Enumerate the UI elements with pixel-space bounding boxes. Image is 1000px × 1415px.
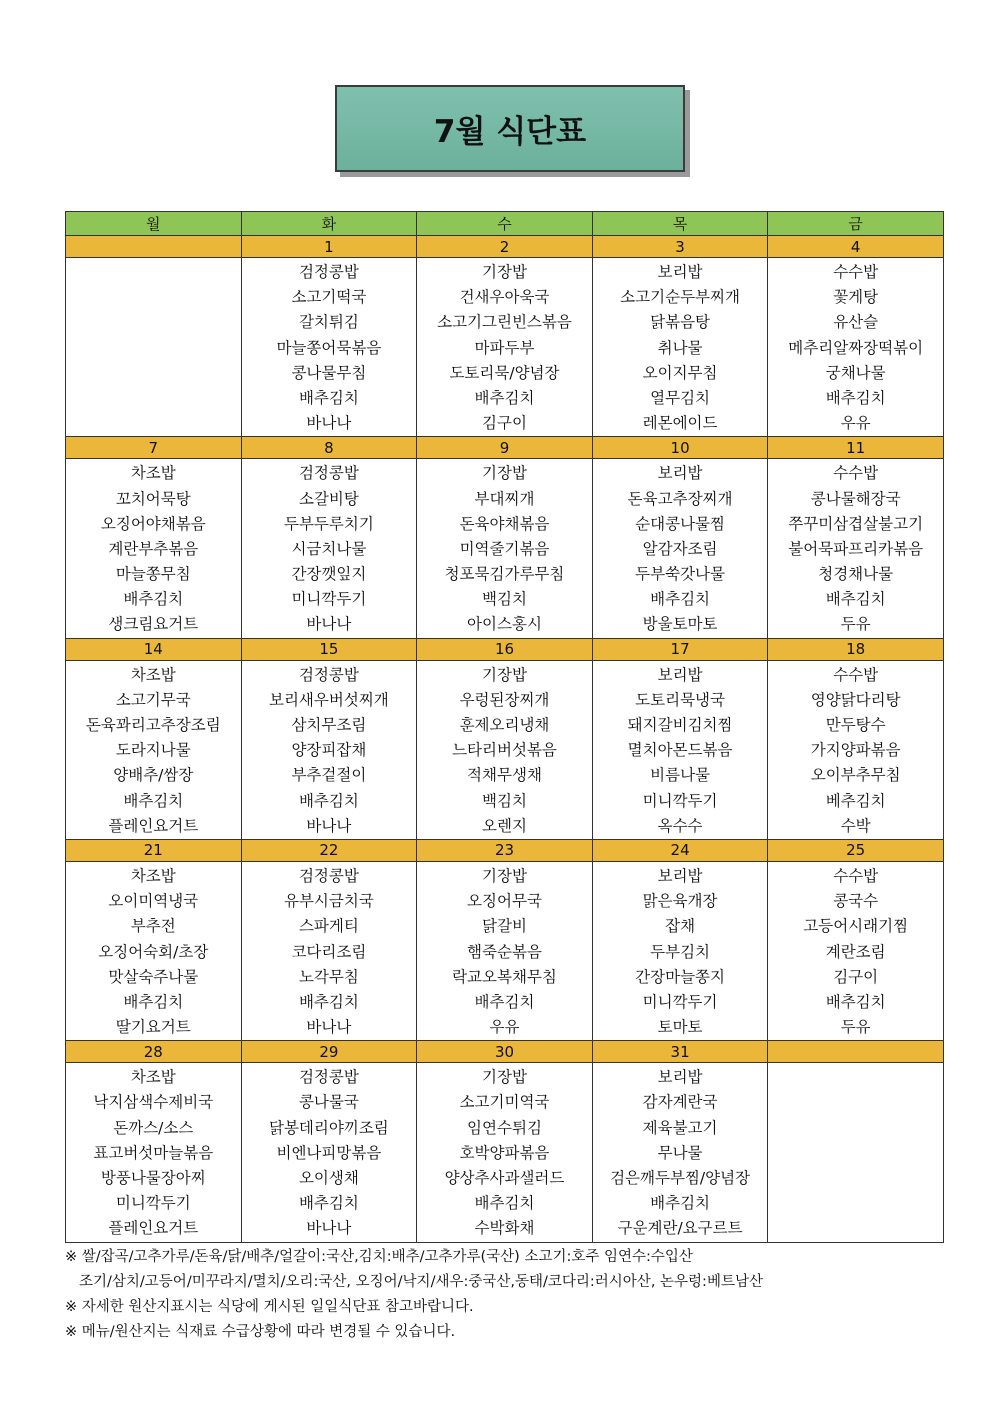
menu-item: 오이생채 (298, 1169, 359, 1187)
menu-item: 바나나 (306, 414, 352, 433)
menu-item: 도토리묵냉국 (635, 690, 725, 709)
date-cell (66, 236, 242, 258)
menu-item: 콩나물국 (298, 1093, 359, 1112)
menu-item: 비엔나피망볶음 (276, 1143, 382, 1162)
menu-item: 배추김치 (825, 992, 886, 1011)
date-row (66, 1041, 944, 1063)
menu-list (417, 459, 592, 637)
menu-item: 마파두부 (474, 338, 535, 357)
menu-item: 미니깍두기 (115, 1194, 191, 1213)
menu-cell (66, 459, 242, 638)
menu-cell (417, 660, 593, 839)
date-cell: 4 (768, 236, 944, 258)
menu-item: 고등어시래기찜 (803, 917, 909, 936)
menu-item: 유부시금치국 (283, 892, 374, 911)
note-line: ※ 자세한 원산지표시는 식당에 게시된 일일식단표 참고바랍니다. (65, 1299, 474, 1315)
menu-item: 돈육꽈리고추장조림 (85, 716, 221, 734)
menu-item: 양배추/쌈장 (113, 766, 194, 785)
date-cell: 22 (241, 839, 417, 861)
menu-item: 오렌지 (482, 816, 527, 835)
notes (65, 1245, 965, 1345)
menu-item: 검정콩밥 (298, 1068, 359, 1087)
date-cell: 15 (241, 638, 417, 660)
menu-item: 마늘쫑어묵볶음 (276, 338, 382, 357)
date-cell: 11 (768, 437, 944, 459)
date-cell: 21 (66, 839, 242, 861)
date-cell: 8 (241, 437, 417, 459)
menu-item: 훈제오리냉채 (459, 716, 550, 734)
menu-item (768, 1216, 943, 1241)
menu-cell (768, 258, 944, 437)
menu-cell (592, 459, 768, 638)
menu-item: 차조밥 (130, 665, 176, 684)
menu-item: 김구이 (482, 414, 527, 433)
menu-item: 낙지삼색수제비국 (93, 1093, 214, 1112)
menu-list (768, 862, 943, 1040)
menu-item: 김구이 (833, 967, 879, 986)
menu-item: 두부김치 (650, 942, 711, 961)
date-cell: 17 (592, 638, 768, 660)
menu-item: 기장밥 (482, 263, 527, 281)
menu-item: 계란조림 (825, 942, 886, 961)
menu-item: 소고기그린빈스볶음 (437, 313, 572, 332)
menu-item: 취나물 (657, 338, 703, 357)
menu-item: 검정콩밥 (298, 665, 359, 684)
menu-item: 차조밥 (130, 866, 176, 885)
menu-item: 수수밥 (833, 866, 879, 885)
menu-item: 메추리알짜장떡볶이 (788, 338, 924, 357)
date-cell: 31 (592, 1041, 768, 1063)
date-cell: 30 (417, 1041, 593, 1063)
weekday-header: 수 (417, 212, 593, 236)
menu-item: 배추김치 (123, 992, 184, 1011)
menu-item: 수수밥 (833, 665, 879, 684)
menu-cell (66, 1063, 242, 1242)
date-cell: 3 (592, 236, 768, 258)
menu-item (768, 1065, 943, 1090)
menu-item: 맑은육개장 (642, 892, 718, 911)
menu-item: 돈육야채볶음 (459, 514, 550, 533)
menu-item: 코다리조림 (291, 942, 367, 961)
menu-item: 배추김치 (650, 590, 711, 609)
menu-item (768, 1166, 943, 1191)
menu-item (66, 260, 241, 285)
menu-item: 보리밥 (657, 665, 703, 684)
menu-row (66, 1063, 944, 1242)
menu-list (242, 862, 417, 1040)
menu-item: 멸치아몬드볶음 (627, 741, 733, 760)
menu-item: 알감자조림 (642, 539, 718, 558)
menu-item: 바나나 (306, 615, 352, 634)
menu-item: 부추겉절이 (291, 766, 367, 785)
menu-item (66, 336, 241, 361)
menu-item: 검정콩밥 (298, 464, 359, 483)
menu-cell (241, 861, 417, 1040)
menu-item: 검은깨두부찜/양념장 (610, 1169, 751, 1187)
menu-item: 간장마늘쫑지 (635, 967, 725, 986)
menu-item: 만두탕수 (825, 716, 886, 734)
menu-cell (592, 1063, 768, 1242)
menu-item: 미니깍두기 (291, 590, 367, 609)
menu-list (768, 258, 943, 436)
menu-item: 락교오복채무침 (452, 967, 557, 986)
menu-cell (417, 258, 593, 437)
menu-list (417, 258, 592, 436)
menu-item: 생크림요거트 (108, 615, 199, 634)
menu-list (417, 1063, 592, 1241)
menu-cell (592, 660, 768, 839)
menu-item: 꽃게탕 (833, 288, 879, 307)
menu-item: 베추김치 (825, 791, 886, 810)
date-cell: 10 (592, 437, 768, 459)
menu-list (242, 661, 417, 839)
menu-item: 우유 (489, 1018, 520, 1037)
menu-item: 수박 (840, 816, 871, 835)
menu-item: 열무김치 (650, 388, 711, 407)
menu-item: 두유 (840, 1018, 871, 1037)
menu-item: 돼지갈비김치찜 (627, 716, 733, 734)
date-cell: 25 (768, 839, 944, 861)
menu-item: 양장피잡채 (291, 741, 367, 760)
menu-list (242, 258, 417, 436)
menu-item: 스파게티 (298, 917, 359, 936)
menu-cell (66, 660, 242, 839)
date-row (66, 236, 944, 258)
menu-item: 두부쑥갓나물 (635, 565, 725, 584)
menu-item: 콩나물무침 (291, 363, 367, 382)
menu-item (66, 361, 241, 386)
menu-item: 배추김치 (474, 992, 535, 1011)
menu-item: 임연수튀김 (467, 1118, 542, 1137)
menu-item: 순대콩나물찜 (635, 514, 725, 533)
menu-item: 백김치 (482, 590, 527, 609)
menu-item (768, 1141, 943, 1166)
note-line: 조기/삼치/고등어/미꾸라지/멸치/오리:국산, 오징어/낙지/새우:중국산,동태/코다리:러시아산, 논우렁:베트남산 (79, 1274, 763, 1290)
menu-row (66, 861, 944, 1040)
note-line: ※ 메뉴/원산지는 식재료 수급상황에 따라 변경될 수 있습니다. (65, 1324, 456, 1340)
menu-item: 제육불고기 (642, 1118, 718, 1137)
date-cell (768, 1041, 944, 1063)
menu-cell (768, 459, 944, 638)
menu-item: 청포묵김가루무침 (444, 565, 565, 584)
menu-row (66, 459, 944, 638)
menu-list (66, 661, 241, 839)
menu-cell (417, 861, 593, 1040)
menu-list (66, 459, 241, 637)
menu-item: 오징어야채볶음 (100, 514, 206, 533)
menu-item: 배추김치 (825, 590, 886, 609)
date-row (66, 437, 944, 459)
date-cell: 16 (417, 638, 593, 660)
menu-item: 배추김치 (650, 1194, 711, 1213)
menu-item: 바나나 (306, 1219, 352, 1238)
menu-list (768, 459, 943, 637)
menu-list (417, 661, 592, 839)
menu-item: 배추김치 (123, 590, 184, 609)
menu-item: 부대찌개 (474, 489, 535, 508)
menu-list (768, 661, 943, 839)
menu-item: 방울토마토 (642, 615, 718, 634)
page-title: 7월 식단표 (335, 85, 685, 172)
date-cell: 29 (241, 1041, 417, 1063)
menu-item: 보리밥 (657, 1068, 703, 1087)
date-cell: 24 (592, 839, 768, 861)
menu-item: 비름나물 (650, 766, 711, 785)
menu-item: 보리밥 (657, 263, 703, 281)
menu-row (66, 258, 944, 437)
menu-cell (241, 459, 417, 638)
menu-cell (768, 861, 944, 1040)
menu-item: 적채무생채 (467, 766, 542, 785)
menu-item (66, 285, 241, 310)
weekday-header: 목 (592, 212, 768, 236)
menu-cell (66, 258, 242, 437)
menu-item: 도라지나물 (115, 741, 191, 760)
menu-item: 백김치 (482, 791, 527, 810)
menu-list (593, 258, 768, 436)
menu-list (593, 862, 768, 1040)
menu-item: 소고기순두부찌개 (620, 288, 740, 307)
date-row (66, 638, 944, 660)
menu-cell (241, 660, 417, 839)
menu-item: 오징어무국 (467, 892, 542, 911)
menu-list (66, 1063, 241, 1241)
menu-cell (241, 1063, 417, 1242)
menu-list (593, 1063, 768, 1241)
menu-item: 플레인요거트 (108, 816, 199, 835)
menu-list (417, 862, 592, 1040)
menu-item: 콩국수 (833, 892, 879, 911)
menu-item: 배추김치 (474, 388, 535, 407)
menu-item: 소고기무국 (115, 690, 191, 709)
menu-item: 도토리묵/양념장 (449, 363, 560, 382)
menu-row (66, 660, 944, 839)
menu-list (768, 1063, 943, 1241)
menu-item: 검정콩밥 (298, 866, 359, 885)
date-cell: 28 (66, 1041, 242, 1063)
menu-item: 오이부추무침 (810, 766, 901, 785)
menu-item: 두부두루치기 (283, 514, 374, 533)
date-row (66, 839, 944, 861)
menu-item: 배추김치 (825, 388, 886, 407)
menu-item: 영양닭다리탕 (810, 690, 901, 709)
menu-item: 무나물 (657, 1143, 703, 1162)
menu-item: 궁채나물 (825, 363, 886, 382)
menu-item: 보리밥 (657, 464, 703, 483)
menu-item: 청경채나물 (818, 565, 894, 584)
menu-item (66, 310, 241, 335)
menu-cell (241, 258, 417, 437)
menu-item: 방풍나물장아찌 (100, 1169, 206, 1187)
menu-cell (66, 861, 242, 1040)
menu-item: 미역줄기볶음 (459, 539, 550, 558)
menu-item: 불어묵파프리카볶음 (788, 539, 924, 558)
menu-item: 햄죽순볶음 (467, 942, 542, 961)
menu-item: 꼬치어묵탕 (115, 489, 191, 508)
menu-item: 검정콩밥 (298, 263, 359, 281)
menu-item: 구운계란/요구르트 (617, 1219, 743, 1238)
menu-item: 닭봉데리야끼조림 (268, 1118, 389, 1137)
menu-item: 배추김치 (298, 992, 359, 1011)
menu-item: 잡채 (665, 917, 696, 936)
menu-item: 노각무침 (298, 967, 359, 986)
menu-item: 배추김치 (298, 388, 359, 407)
weekday-header: 화 (241, 212, 417, 236)
menu-item: 계란부추볶음 (108, 539, 199, 558)
menu-item: 돈육고추장찌개 (627, 489, 733, 508)
menu-cell (592, 861, 768, 1040)
menu-item: 기장밥 (482, 866, 527, 885)
menu-item: 호박양파볶음 (459, 1143, 550, 1162)
menu-item: 바나나 (306, 816, 352, 835)
menu-item: 보리밥 (657, 866, 703, 885)
menu-item (66, 386, 241, 411)
menu-item (768, 1191, 943, 1216)
menu-item: 오이미역냉국 (108, 892, 199, 911)
menu-list (242, 459, 417, 637)
menu-item: 기장밥 (482, 464, 527, 483)
menu-item: 보리새우버섯찌개 (268, 690, 389, 709)
menu-item: 맛살숙주나물 (108, 967, 199, 986)
menu-item: 우유 (840, 414, 871, 433)
menu-item: 양상추사과샐러드 (444, 1169, 565, 1187)
menu-list (593, 661, 768, 839)
menu-item: 마늘쫑무침 (115, 565, 191, 584)
menu-table (65, 211, 944, 1243)
weekday-header-row (66, 212, 944, 236)
menu-item (768, 1090, 943, 1115)
date-cell: 23 (417, 839, 593, 861)
menu-item: 가지양파볶음 (810, 741, 901, 760)
menu-item: 배추김치 (474, 1194, 535, 1213)
menu-item: 토마토 (657, 1018, 703, 1037)
menu-cell (592, 258, 768, 437)
menu-item: 배추김치 (123, 791, 184, 810)
menu-item: 갈치튀김 (298, 313, 359, 332)
menu-item: 미니깍두기 (642, 791, 718, 810)
menu-item: 차조밥 (130, 464, 176, 483)
menu-item: 옥수수 (657, 816, 703, 835)
menu-list (66, 862, 241, 1040)
menu-item: 표고버섯마늘볶음 (93, 1143, 214, 1162)
menu-item: 느타리버섯볶음 (452, 741, 557, 760)
date-cell: 7 (66, 437, 242, 459)
menu-item: 닭볶음탕 (650, 313, 711, 332)
date-cell: 9 (417, 437, 593, 459)
menu-cell (417, 1063, 593, 1242)
weekday-header: 월 (66, 212, 242, 236)
menu-item: 건새우아욱국 (459, 288, 550, 307)
menu-list (66, 258, 241, 436)
menu-cell (768, 660, 944, 839)
menu-item: 쭈꾸미삼겹살불고기 (788, 514, 924, 533)
menu-item: 유산슬 (833, 313, 879, 332)
menu-item: 닭갈비 (482, 917, 527, 936)
menu-item: 수수밥 (833, 464, 879, 483)
menu-item: 딸기요거트 (115, 1018, 191, 1037)
menu-item: 부추전 (130, 917, 176, 936)
date-cell: 18 (768, 638, 944, 660)
menu-item: 삼치무조림 (291, 716, 367, 734)
menu-item: 차조밥 (130, 1068, 176, 1087)
menu-item: 플레인요거트 (108, 1219, 199, 1238)
menu-list (242, 1063, 417, 1241)
menu-item: 수박화채 (474, 1219, 535, 1238)
weeks-body (66, 236, 944, 1243)
weekday-header: 금 (768, 212, 944, 236)
note-line: ※ 쌀/잡곡/고추가루/돈육/닭/배추/얼갈이:국산,김치:배추/고추가루(국산) 소고기:호주 임연수:수입산 (65, 1249, 693, 1265)
menu-item: 감자계란국 (642, 1093, 718, 1112)
menu-item: 두유 (840, 615, 871, 634)
menu-item: 수수밥 (833, 263, 879, 281)
menu-item: 레몬에이드 (642, 414, 718, 433)
menu-item: 미니깍두기 (642, 992, 718, 1011)
menu-item: 콩나물해장국 (810, 489, 901, 508)
menu-item (768, 1116, 943, 1141)
date-cell: 1 (241, 236, 417, 258)
menu-item: 배추김치 (298, 1194, 359, 1213)
menu-cell (768, 1063, 944, 1242)
menu-item: 배추김치 (298, 791, 359, 810)
menu-list (593, 459, 768, 637)
menu-item: 아이스홍시 (467, 615, 542, 634)
menu-item: 기장밥 (482, 1068, 527, 1087)
menu-item: 소고기미역국 (459, 1093, 550, 1112)
date-cell: 14 (66, 638, 242, 660)
menu-item: 우렁된장찌개 (459, 690, 550, 709)
menu-item: 오이지무침 (642, 363, 718, 382)
menu-item: 바나나 (306, 1018, 352, 1037)
menu-cell (417, 459, 593, 638)
menu-item: 오징어숙회/초장 (98, 942, 209, 961)
menu-item: 간장깻잎지 (291, 565, 367, 584)
date-cell: 2 (417, 236, 593, 258)
menu-item: 기장밥 (482, 665, 527, 684)
menu-item: 돈까스/소스 (113, 1118, 194, 1137)
menu-item: 시금치나물 (291, 539, 367, 558)
menu-item: 소고기떡국 (291, 288, 367, 307)
menu-item: 소갈비탕 (298, 489, 359, 508)
menu-item (66, 411, 241, 436)
